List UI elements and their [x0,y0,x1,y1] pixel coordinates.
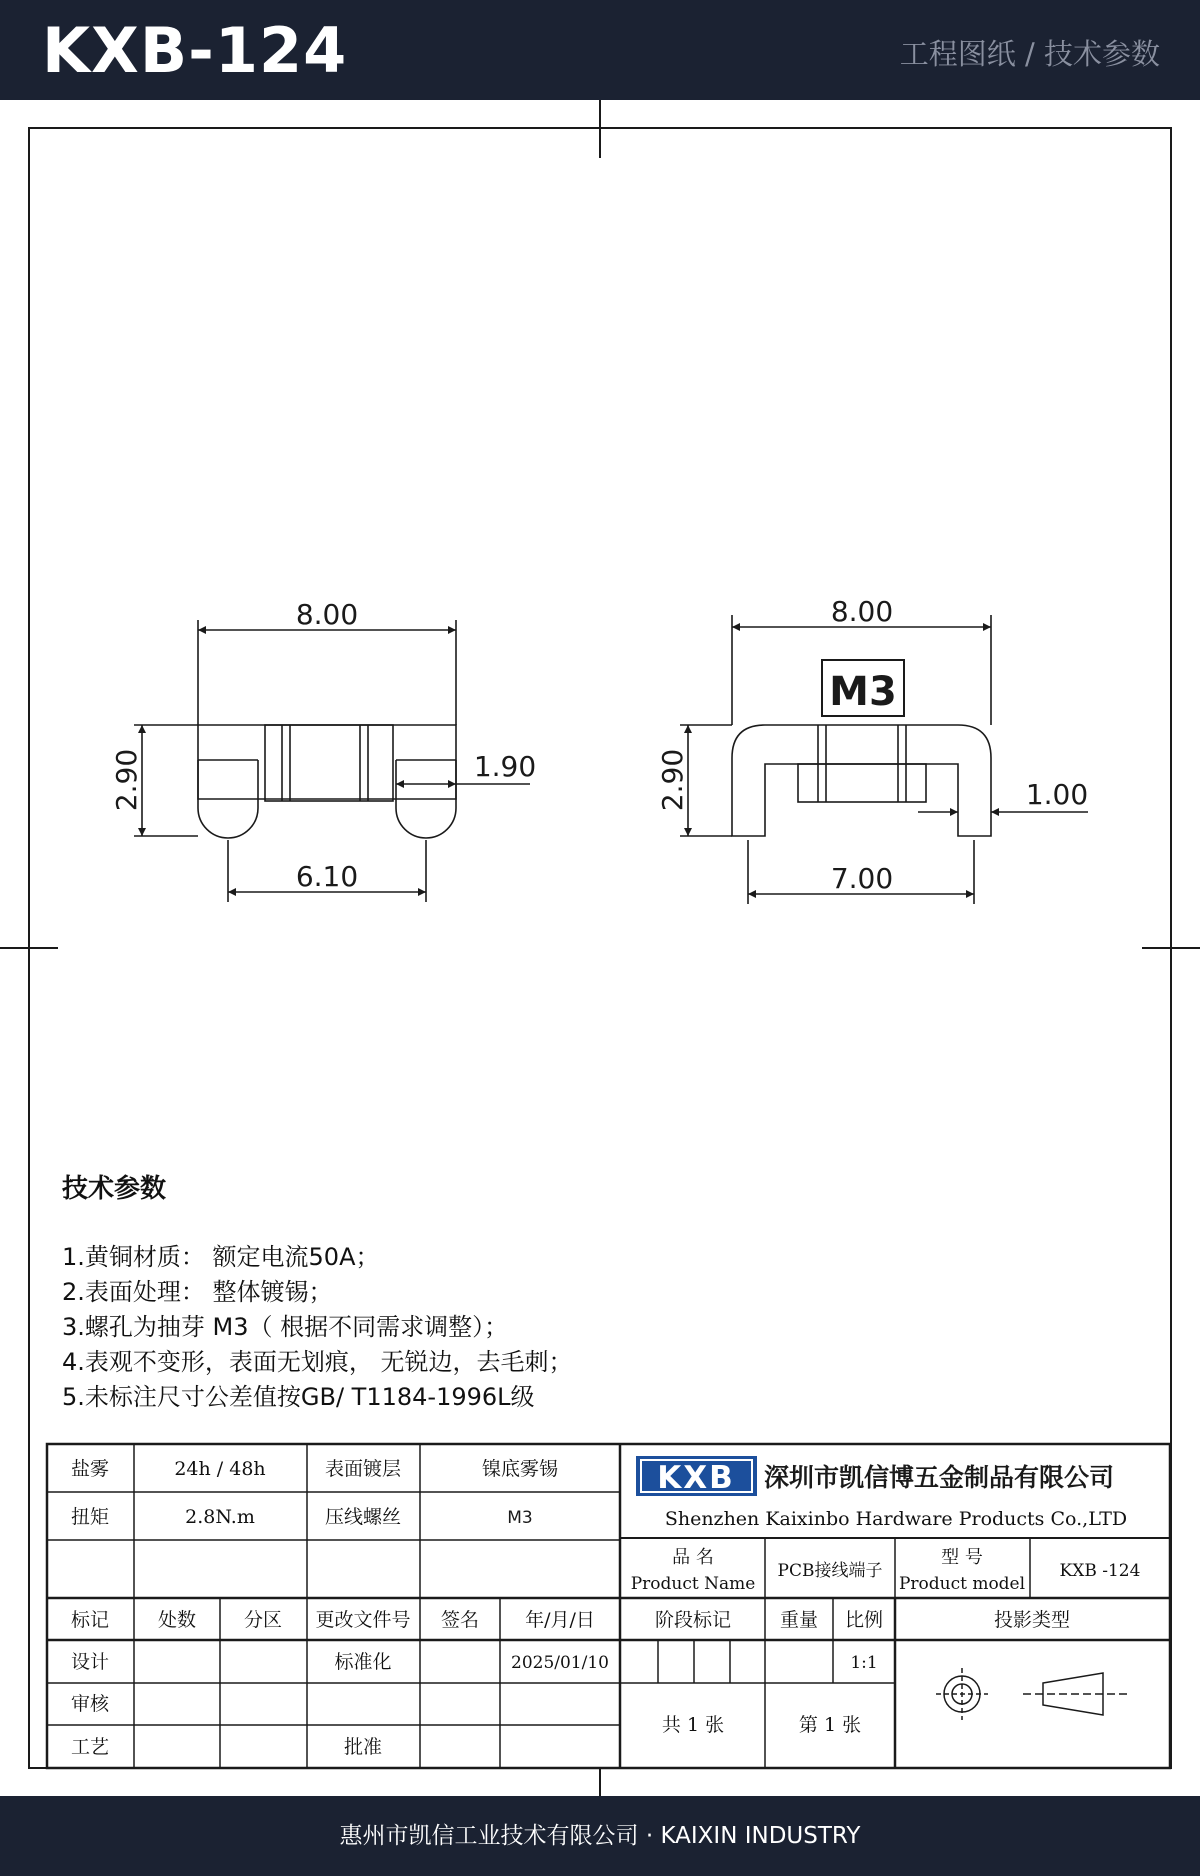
process-label: 工艺 [70,1736,110,1758]
left-view-body [198,725,456,799]
salt-spray-label: 盐雾 [70,1458,110,1480]
date-value: 2025/01/10 [511,1653,609,1673]
note-item: 5.未标注尺寸公差值按GB/ T1184-1996L级 [62,1383,535,1411]
plating-value: 镍底雾锡 [481,1458,559,1480]
scale-value: 1:1 [850,1653,878,1673]
note-item: 4.表观不变形，表面无划痕， 无锐边，去毛刺； [62,1348,573,1376]
scale-label: 比例 [844,1609,884,1631]
company-name-cn: 深圳市凯信博五金制品有限公司 [764,1463,1115,1492]
rev-header-3: 更改文件号 [315,1609,411,1631]
model-cn: 型 号 [941,1547,983,1568]
note-item: 2.表面处理： 整体镀锡； [62,1278,333,1306]
model-en: Product model [898,1574,1026,1594]
sheet-number: 第 1 张 [798,1714,862,1736]
notes-title: 技术参数 [62,1174,167,1204]
review-label: 审核 [70,1693,110,1715]
weight-label: 重量 [779,1609,819,1631]
rev-header-0: 标记 [70,1609,110,1631]
product-name-en: Product Name [630,1574,756,1594]
left-dim-height: 2.90 [110,748,143,812]
logo-text: KXB [657,1460,735,1496]
notes-list [62,1240,573,1415]
m3-label: M3 [829,669,897,715]
stage-label: 阶段标记 [654,1609,732,1631]
left-dim-bottom: 6.10 [295,860,359,893]
rev-header-4: 签名 [440,1609,480,1631]
left-dim-width: 8.00 [295,598,359,631]
projection-symbol [936,1668,1128,1720]
screw-value: M3 [507,1508,533,1528]
centering-marks [0,100,1200,1796]
title-block [47,1444,1170,1768]
note-item: 3.螺孔为抽芽 M3（ 根据不同需求调整）； [62,1313,509,1341]
screw-label: 压线螺丝 [324,1506,402,1528]
total-sheets: 共 1 张 [661,1714,725,1736]
right-dim-bottom: 7.00 [830,862,894,895]
note-item: 1.黄铜材质： 额定电流50A； [62,1243,380,1271]
company-name-en: Shenzhen Kaixinbo Hardware Products Co.,LTD [664,1508,1128,1530]
page-title: KXB-124 [42,14,348,87]
product-name-cn: 品 名 [672,1547,714,1568]
plating-label: 表面镀层 [324,1458,402,1480]
design-label: 设计 [70,1651,110,1673]
model-value: KXB -124 [1059,1561,1141,1581]
torque-value: 2.8N.m [185,1506,255,1528]
page-subtitle: 工程图纸 / 技术参数 [899,37,1160,71]
left-dim-gap: 1.90 [473,750,537,783]
torque-label: 扭矩 [70,1506,110,1528]
company-logo [636,1456,757,1496]
salt-spray-value: 24h / 48h [174,1458,266,1480]
left-view-center-block [265,725,393,801]
right-dim-width: 8.00 [830,595,894,628]
rev-header-1: 处数 [157,1609,197,1631]
right-dim-height: 2.90 [656,748,689,812]
page-footer: 惠州市凯信工业技术有限公司 · KAIXIN INDUSTRY [0,1796,1200,1876]
standardize-label: 标准化 [334,1651,392,1673]
rev-header-5: 年/月/日 [525,1609,595,1631]
projection-label: 投影类型 [993,1609,1071,1631]
product-name-value: PCB接线端子 [777,1561,883,1581]
rev-header-2: 分区 [243,1609,283,1631]
right-view-bracket [732,725,991,836]
approve-label: 批准 [343,1736,383,1758]
right-view [680,615,1088,904]
right-dim-leg: 1.00 [1025,778,1089,811]
